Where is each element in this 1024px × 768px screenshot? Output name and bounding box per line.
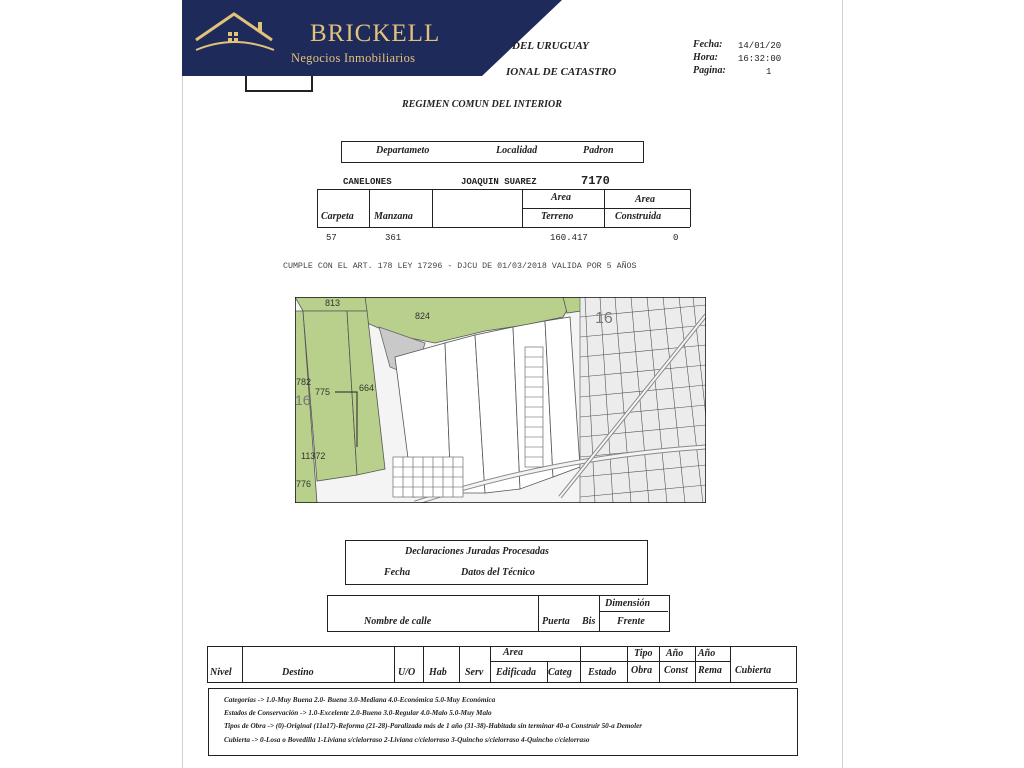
- padron-value: 7170: [581, 174, 610, 188]
- hora-value: 16:32:00: [738, 54, 782, 64]
- map-label-11372: 11372: [301, 451, 326, 461]
- col-hab: Hab: [429, 667, 447, 678]
- col-nivel: Nivel: [210, 667, 232, 678]
- legend-cubierta: Cubierta -> 0-Losa o Bovedilla 1-Liviana s/cielorraso 2-Liviana c/cielorraso 3-Quincho s/cielorraso 4-Quincho c/cielorraso: [224, 736, 590, 744]
- area-terreno-label: Area: [551, 192, 571, 203]
- map-label-813: 813: [325, 298, 341, 308]
- col-destino: Destino: [282, 667, 314, 678]
- terreno-label: Terreno: [541, 211, 574, 222]
- header-line-2: IONAL DE CATASTRO: [506, 66, 617, 78]
- legend-estados: Estados de Conservación -> 1.0-Excelente 2.0-Bueno 3.0-Regular 4.0-Malo 5.0-Muy Malo: [224, 709, 492, 717]
- map-label-775: 775: [315, 387, 331, 397]
- legend-tipos-obra: Tipos de Obra -> (0)-Original (11a17)-Reforma (21-28)-Paralizada más de 1 año (31-38)-Habitada sin terminar 40-a Construir 50-a Demoler: [224, 722, 643, 730]
- hora-label: Hora:: [693, 52, 718, 63]
- frente-label: Frente: [617, 616, 645, 627]
- map-label-664: 664: [359, 383, 375, 393]
- col-obra: Obra: [631, 665, 653, 676]
- departamento-value: CANELONES: [343, 177, 392, 187]
- col-anio-rema: Año: [698, 648, 716, 659]
- header-line-1: DEL URUGUAY: [512, 40, 589, 52]
- localidad-value: JOAQUIN SUAREZ: [461, 177, 537, 187]
- col-cubierta: Cubierta: [735, 665, 772, 676]
- terreno-value: 160.417: [550, 233, 588, 243]
- cadastral-map: [295, 297, 706, 503]
- col-const: Const: [664, 665, 688, 676]
- declarations-title: Declaraciones Juradas Procesadas: [405, 546, 549, 557]
- street-name-label: Nombre de calle: [364, 616, 432, 627]
- bis-label: Bis: [582, 616, 596, 627]
- carpeta-label: Carpeta: [321, 211, 354, 222]
- col-estado: Estado: [588, 667, 617, 678]
- regime-title: REGIMEN COMUN DEL INTERIOR: [402, 99, 562, 110]
- declarations-fecha-label: Fecha: [384, 567, 411, 578]
- col-uo: U/O: [398, 667, 416, 678]
- col-rema: Rema: [698, 665, 722, 676]
- departamento-label: Departameto: [376, 145, 430, 156]
- legend-categorias: Categorías -> 1.0-Muy Buena 2.0- Buena 3.0-Mediana 4.0-Económica 5.0-Muy Económica: [224, 696, 496, 704]
- pagina-value: 1: [766, 67, 772, 77]
- declarations-tecnico-label: Datos del Técnico: [461, 567, 535, 578]
- manzana-label: Manzana: [374, 211, 413, 222]
- map-label-782: 782: [296, 377, 312, 387]
- col-edificada: Edificada: [496, 667, 536, 678]
- map-label-776: 776: [296, 479, 312, 489]
- dimension-label: Dimensión: [605, 598, 651, 609]
- col-tipo: Tipo: [634, 648, 653, 659]
- localidad-label: Localidad: [496, 145, 538, 156]
- brand-name: BRICKELL: [310, 20, 441, 47]
- fecha-label: Fecha:: [693, 39, 723, 50]
- col-area: Area: [503, 647, 523, 658]
- carpeta-value: 57: [326, 233, 337, 243]
- brand-tagline: Negocios Inmobiliarios: [291, 51, 416, 65]
- col-anio-const: Año: [666, 648, 684, 659]
- compliance-note: CUMPLE CON EL ART. 178 LEY 17296 - DJCU DE 01/03/2018 VALIDA POR 5 AÑOS: [283, 262, 637, 271]
- pagina-label: Pagina:: [693, 65, 726, 76]
- construida-label: Construida: [615, 211, 662, 222]
- padron-label: Padron: [583, 145, 614, 156]
- map-label-16b: 16: [295, 392, 311, 408]
- map-label-16a: 16: [595, 310, 613, 327]
- construida-value: 0: [673, 233, 679, 243]
- puerta-label: Puerta: [542, 616, 570, 627]
- manzana-value: 361: [385, 233, 402, 243]
- col-categ: Categ: [548, 667, 572, 678]
- area-construida-label: Area: [635, 194, 655, 205]
- fecha-value: 14/01/20: [738, 41, 782, 51]
- col-serv: Serv: [465, 667, 484, 678]
- map-label-824: 824: [415, 311, 431, 321]
